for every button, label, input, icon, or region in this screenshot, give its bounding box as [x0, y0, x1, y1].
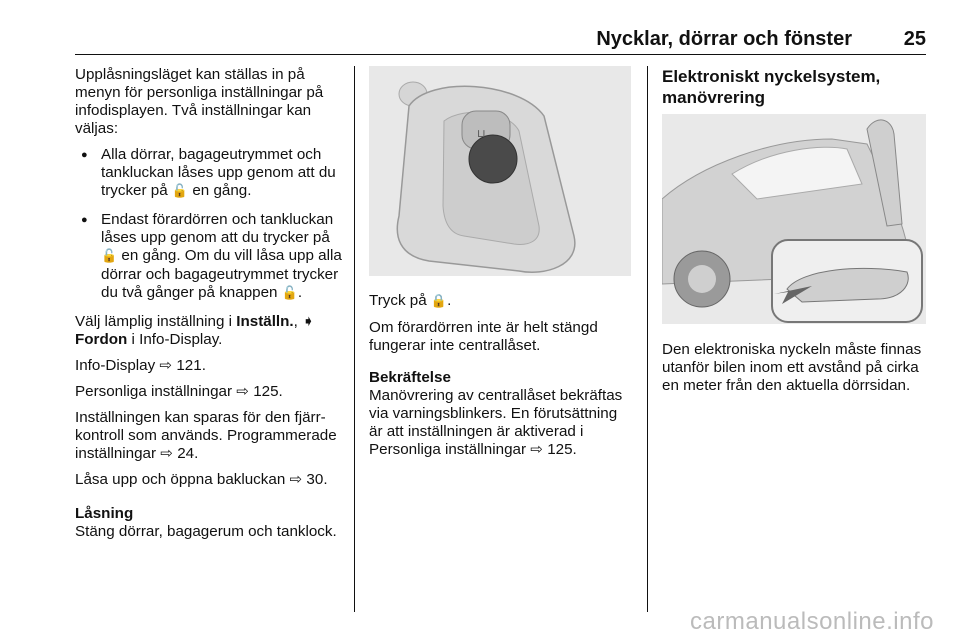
page-header: [75, 28, 926, 52]
locking-paragraph: Stäng dörrar, bagagerum och tanklock.: [75, 523, 337, 540]
ref-tailgate: Låsa upp och öppna bakluckan ⇨ 30.: [75, 471, 328, 488]
column-1: [75, 66, 343, 549]
bullet-all-doors: ● Alla dörrar, bagageutrymmet och tankluckan låses upp genom att du trycker på 🔓 en gång.: [75, 146, 343, 201]
electronic-key-paragraph: Den elektroniska nyckeln måste finnas utanför bilen inom ett avstånd på cirka en meter från den aktuella dörrsidan.: [662, 341, 922, 394]
header-rule: [75, 54, 926, 55]
confirmation-paragraph: Manövrering av centrallåset bekräftas via varningsblinkers. En förutsättning är att inställningen är aktiverad i Personliga inställningar ⇨ 125.: [369, 387, 623, 458]
ref-info-display: Info-Display ⇨ 121.: [75, 357, 206, 374]
lock-icon: 🔒: [430, 294, 448, 309]
heading-electronic-key: Elektroniskt nyckelsystem, manövrering: [662, 67, 881, 107]
column-divider-1: [354, 66, 355, 612]
ref-personal-settings: Personliga inställningar ⇨ 125.: [75, 383, 283, 400]
page-number: 25: [903, 28, 926, 50]
unlock-icon: 🔓: [281, 286, 298, 301]
heading-locking: Låsning: [75, 505, 134, 522]
bullet-driver-door: ● Endast förardörren och tankluckan låses upp genom att du trycker på 🔓 en gång. Om du vill låsa upp alla dörrar och bagageutrymmet trycker du två gånger på knappen 🔓.: [75, 211, 343, 303]
remote-paragraph: Inställningen kan sparas för den fjärrkontroll som används. Programmerade inställningar ⇨ 24.: [75, 409, 337, 462]
intro-paragraph: Upplåsningsläget kan ställas in på menyn för personliga inställningar på infodisplayen. Två inställningar kan väljas:: [75, 66, 324, 137]
page-title: Nycklar, dörrar och fönster: [596, 28, 852, 50]
press-lock-paragraph: Tryck på 🔒.: [369, 292, 452, 309]
unlock-icon: 🔓: [171, 184, 189, 199]
watermark: carmanualsonline.info: [690, 608, 934, 635]
column-divider-2: [647, 66, 648, 612]
key-fob-figure: [369, 66, 631, 276]
column-2: [369, 292, 631, 467]
unlock-icon: 🔓: [101, 249, 118, 264]
heading-confirmation: Bekräftelse: [369, 369, 451, 386]
column-3-body: [662, 341, 926, 403]
column-3: [662, 66, 926, 114]
svg-text:⊔: ⊔: [477, 127, 486, 140]
arrow-right-icon: ➧: [302, 313, 315, 330]
driver-door-note: Om förardörren inte är helt stängd fungerar inte centrallåset.: [369, 319, 598, 354]
settings-paragraph: Välj lämplig inställning i Inställn., ➧ Fordon i Info-Display.: [75, 313, 315, 348]
car-door-handle-figure: [662, 114, 926, 324]
